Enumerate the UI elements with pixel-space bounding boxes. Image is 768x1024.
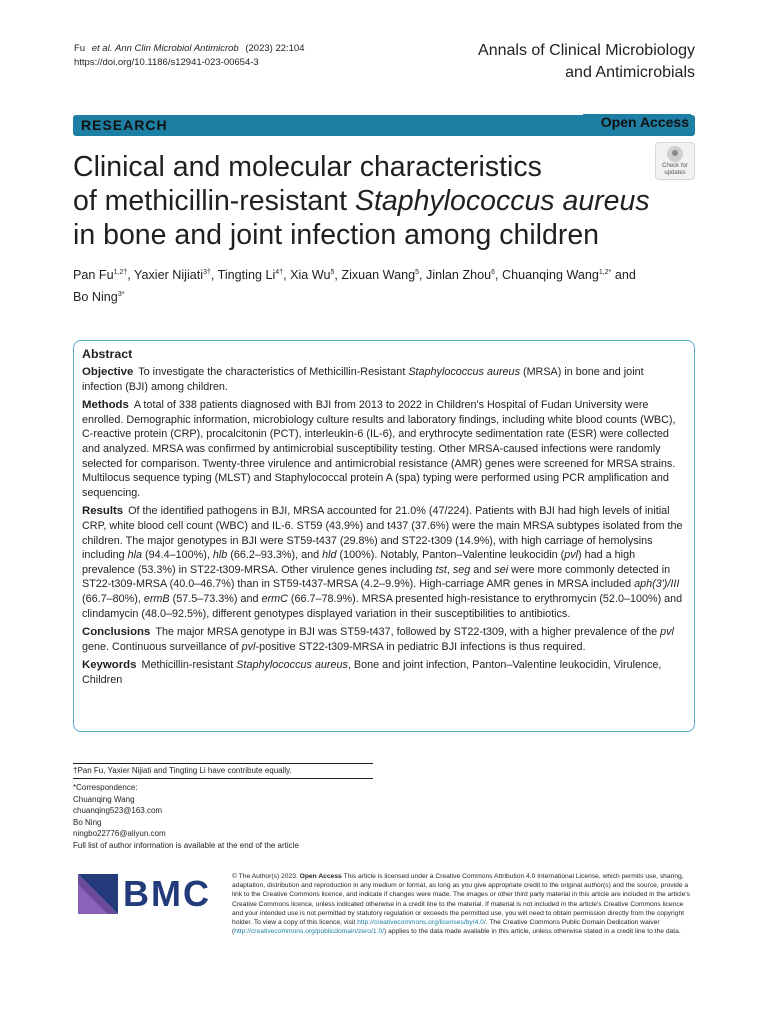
citation-line	[74, 42, 309, 56]
abstract-heading: Abstract	[82, 347, 133, 361]
author-affiliation: 1,2*	[598, 269, 612, 276]
equal-contribution-note: †Pan Fu, Yaxier Nijiati and Tingting Li have contribute equally.	[73, 766, 292, 775]
abstract-objective: Objective To investigate the characteristics of Methicillin-Resistant Staphylococcus aureus (MRSA) in bone and joint infection (BJI) among children.	[82, 366, 644, 393]
abstract-results: Results Of the identified pathogens in BJI, MRSA accounted for 21.0% (47/224). Patients with BJI had high levels of initial CRP, white blood cell count (WBC) and IL-6. ST59 (43.9%) and t437 (37.6%) were the main MRSA subtypes isolated from the children. The major genotypes in BJI were ST59-t437 (29.8%) and ST22-t309 (14.9%), with high carriage of hemolysins including hla (94.4–100%), hlb (66.2–93.3%), and hld (100%). Notably, Panton–Valentine leukocidin (pvl) had a high prevalence (53.3%) in ST22-t309-MRSA. Other virulence genes including tst, seg and sei were more commonly detected in ST22-t309-MRSA (40.0–46.7%) than in ST59-t437-MRSA (4.2–9.9%). High-carriage AMR genes in MRSA included aph(3')/III (66.7–80%), ermB (57.5–73.3%) and ermC (66.7–78.9%). MRSA presented high-resistance to erythromycin (52.0–100%) and clindamycin (48.0–92.5%), different genotypes displayed variation in their susceptibilities to antibiotics.	[82, 505, 683, 620]
abstract-methods: Methods A total of 338 patients diagnosed with BJI from 2013 to 2022 in Children's Hospital of Fudan University were enrolled. Demographic information, microbiology culture results and laboratory findings, including white blood counts (WBC), C-reactive protein (CRP), procalcitonin (PCT), interleukin-6 (IL-6), and erythrocyte sedimentation rate (ESR) were collected and analyzed. MRSA was confirmed by antimicrobial susceptibility testing. Other MRSA-caused infections were randomly selected for comparison. Twenty-three virulence and antimicrobial resistance (AMR) genes were screened for MRSA strains. Multilocus sequence typing (MLST) and Staphylococcal protein A (spa) typing were performed using PCR amplification and sequencing.	[82, 399, 676, 499]
author-separator: ,	[334, 268, 342, 283]
abstract-box	[73, 340, 695, 732]
corresponding-author-1: Chuanqing Wang	[73, 794, 135, 804]
license-text: © The Author(s) 2023. Open Access This article is licensed under a Creative Commons Attribution 4.0 International License, which permits use, sharing, adaptation, distribution and reproduction in any medium or format, as long as you give appropriate credit to the original author(s) and the source, provide a link to the Creative Commons licence, and indicate if changes were made. The images or other third party material in this article are included in the article's Creative Commons licence, unless indicated otherwise in a credit line to the material. If material is not included in the article's Creative Commons licence and your intended use is not permitted by statutory regulation or exceeds the permitted use, you will need to obtain permission directly from the copyright holder. To view a copy of this licence, visit http://creativecommons.org/licenses/by/4.0/. The Creative Commons Public Domain Dedication waiver (http://creativecommons.org/publicdomain/zero/1.0/) applies to the data made available in this article, unless otherwise stated in a credit line to the data.	[232, 873, 690, 936]
author-info-note: Full list of author information is available at the end of the article	[73, 840, 299, 850]
author-affiliation: 3*	[117, 291, 125, 299]
author-affiliation: 6	[491, 269, 496, 276]
author-separator: ,	[127, 268, 135, 283]
bmc-logo-text: BMC	[123, 873, 211, 914]
author-separator: ,	[495, 268, 503, 283]
author-affiliation: 3†	[203, 269, 211, 276]
footnote-divider-2	[73, 778, 373, 779]
author-separator: ,	[419, 268, 427, 283]
author-affiliation: 5	[330, 269, 335, 276]
author-separator: ,	[283, 268, 291, 283]
bmc-logo-icon	[78, 874, 118, 914]
correspondence-block: *Correspondence: Chuanqing Wang chuanqing523@163.com Bo Ning ningbo22776@aliyun.com Full list of author information is available at the end of the article	[73, 783, 299, 850]
author-name: Xia Wu	[290, 268, 331, 283]
check-for-updates-badge[interactable]: Check for updates	[655, 142, 695, 180]
author-list	[73, 263, 653, 307]
section-label: RESEARCH	[81, 117, 168, 133]
author-name: Yaxier Nijiati	[134, 268, 204, 283]
public-domain-link[interactable]: http://creativecommons.org/publicdomain/zero/1.0/	[234, 928, 385, 936]
journal-name: Annals of Clinical Microbiology and Antimicrobials	[478, 42, 695, 81]
doi-link[interactable]: https://doi.org/10.1186/s12941-023-00654-3	[74, 57, 259, 68]
author-separator: and	[611, 268, 636, 283]
citation-header	[74, 42, 309, 70]
author-affiliation: 1,2†	[113, 269, 128, 276]
section-band	[73, 115, 695, 136]
open-access-label: Open Access	[583, 114, 691, 133]
author-affiliation: 4†	[275, 269, 284, 276]
author-name: Zixuan Wang	[341, 268, 416, 283]
author-name: Pan Fu	[73, 268, 114, 283]
footnote-divider	[73, 763, 373, 764]
author-name: Chuanqing Wang	[502, 268, 599, 283]
citation-year-volume: (2023) 22:104	[245, 43, 305, 54]
abstract-keywords: Keywords Methicillin-resistant Staphylococcus aureus, Bone and joint infection, Panton–Valentine leukocidin, Virulence, Children	[82, 659, 662, 686]
abstract-conclusions: Conclusions The major MRSA genotype in BJI was ST59-t437, followed by ST22-t309, with a higher prevalence of the pvl gene. Continuous surveillance of pvl-positive ST22-t309-MRSA in pediatric BJI infections is thus required.	[82, 626, 674, 653]
license-link[interactable]: http://creativecommons.org/licenses/by/4.0/	[357, 919, 486, 927]
bmc-logo	[78, 874, 213, 914]
email-link-1[interactable]: chuanqing523@163.com	[73, 806, 163, 815]
corresponding-author-2: Bo Ning	[73, 817, 102, 827]
check-updates-icon	[667, 146, 683, 162]
citation-authors: Fu et al. Ann Clin Microbiol Antimicrob	[74, 43, 239, 54]
author-name: Tingting Li	[217, 268, 276, 283]
author-separator: ,	[210, 268, 218, 283]
author-name: Bo Ning	[73, 290, 118, 305]
author-name: Jinlan Zhou	[426, 268, 492, 283]
author-affiliation: 5	[415, 269, 420, 276]
email-link-2[interactable]: ningbo22776@aliyun.com	[73, 829, 166, 838]
article-title: Clinical and molecular characteristics of methicillin-resistant Staphylococcus aureus in bone and joint infection among children	[73, 151, 650, 251]
